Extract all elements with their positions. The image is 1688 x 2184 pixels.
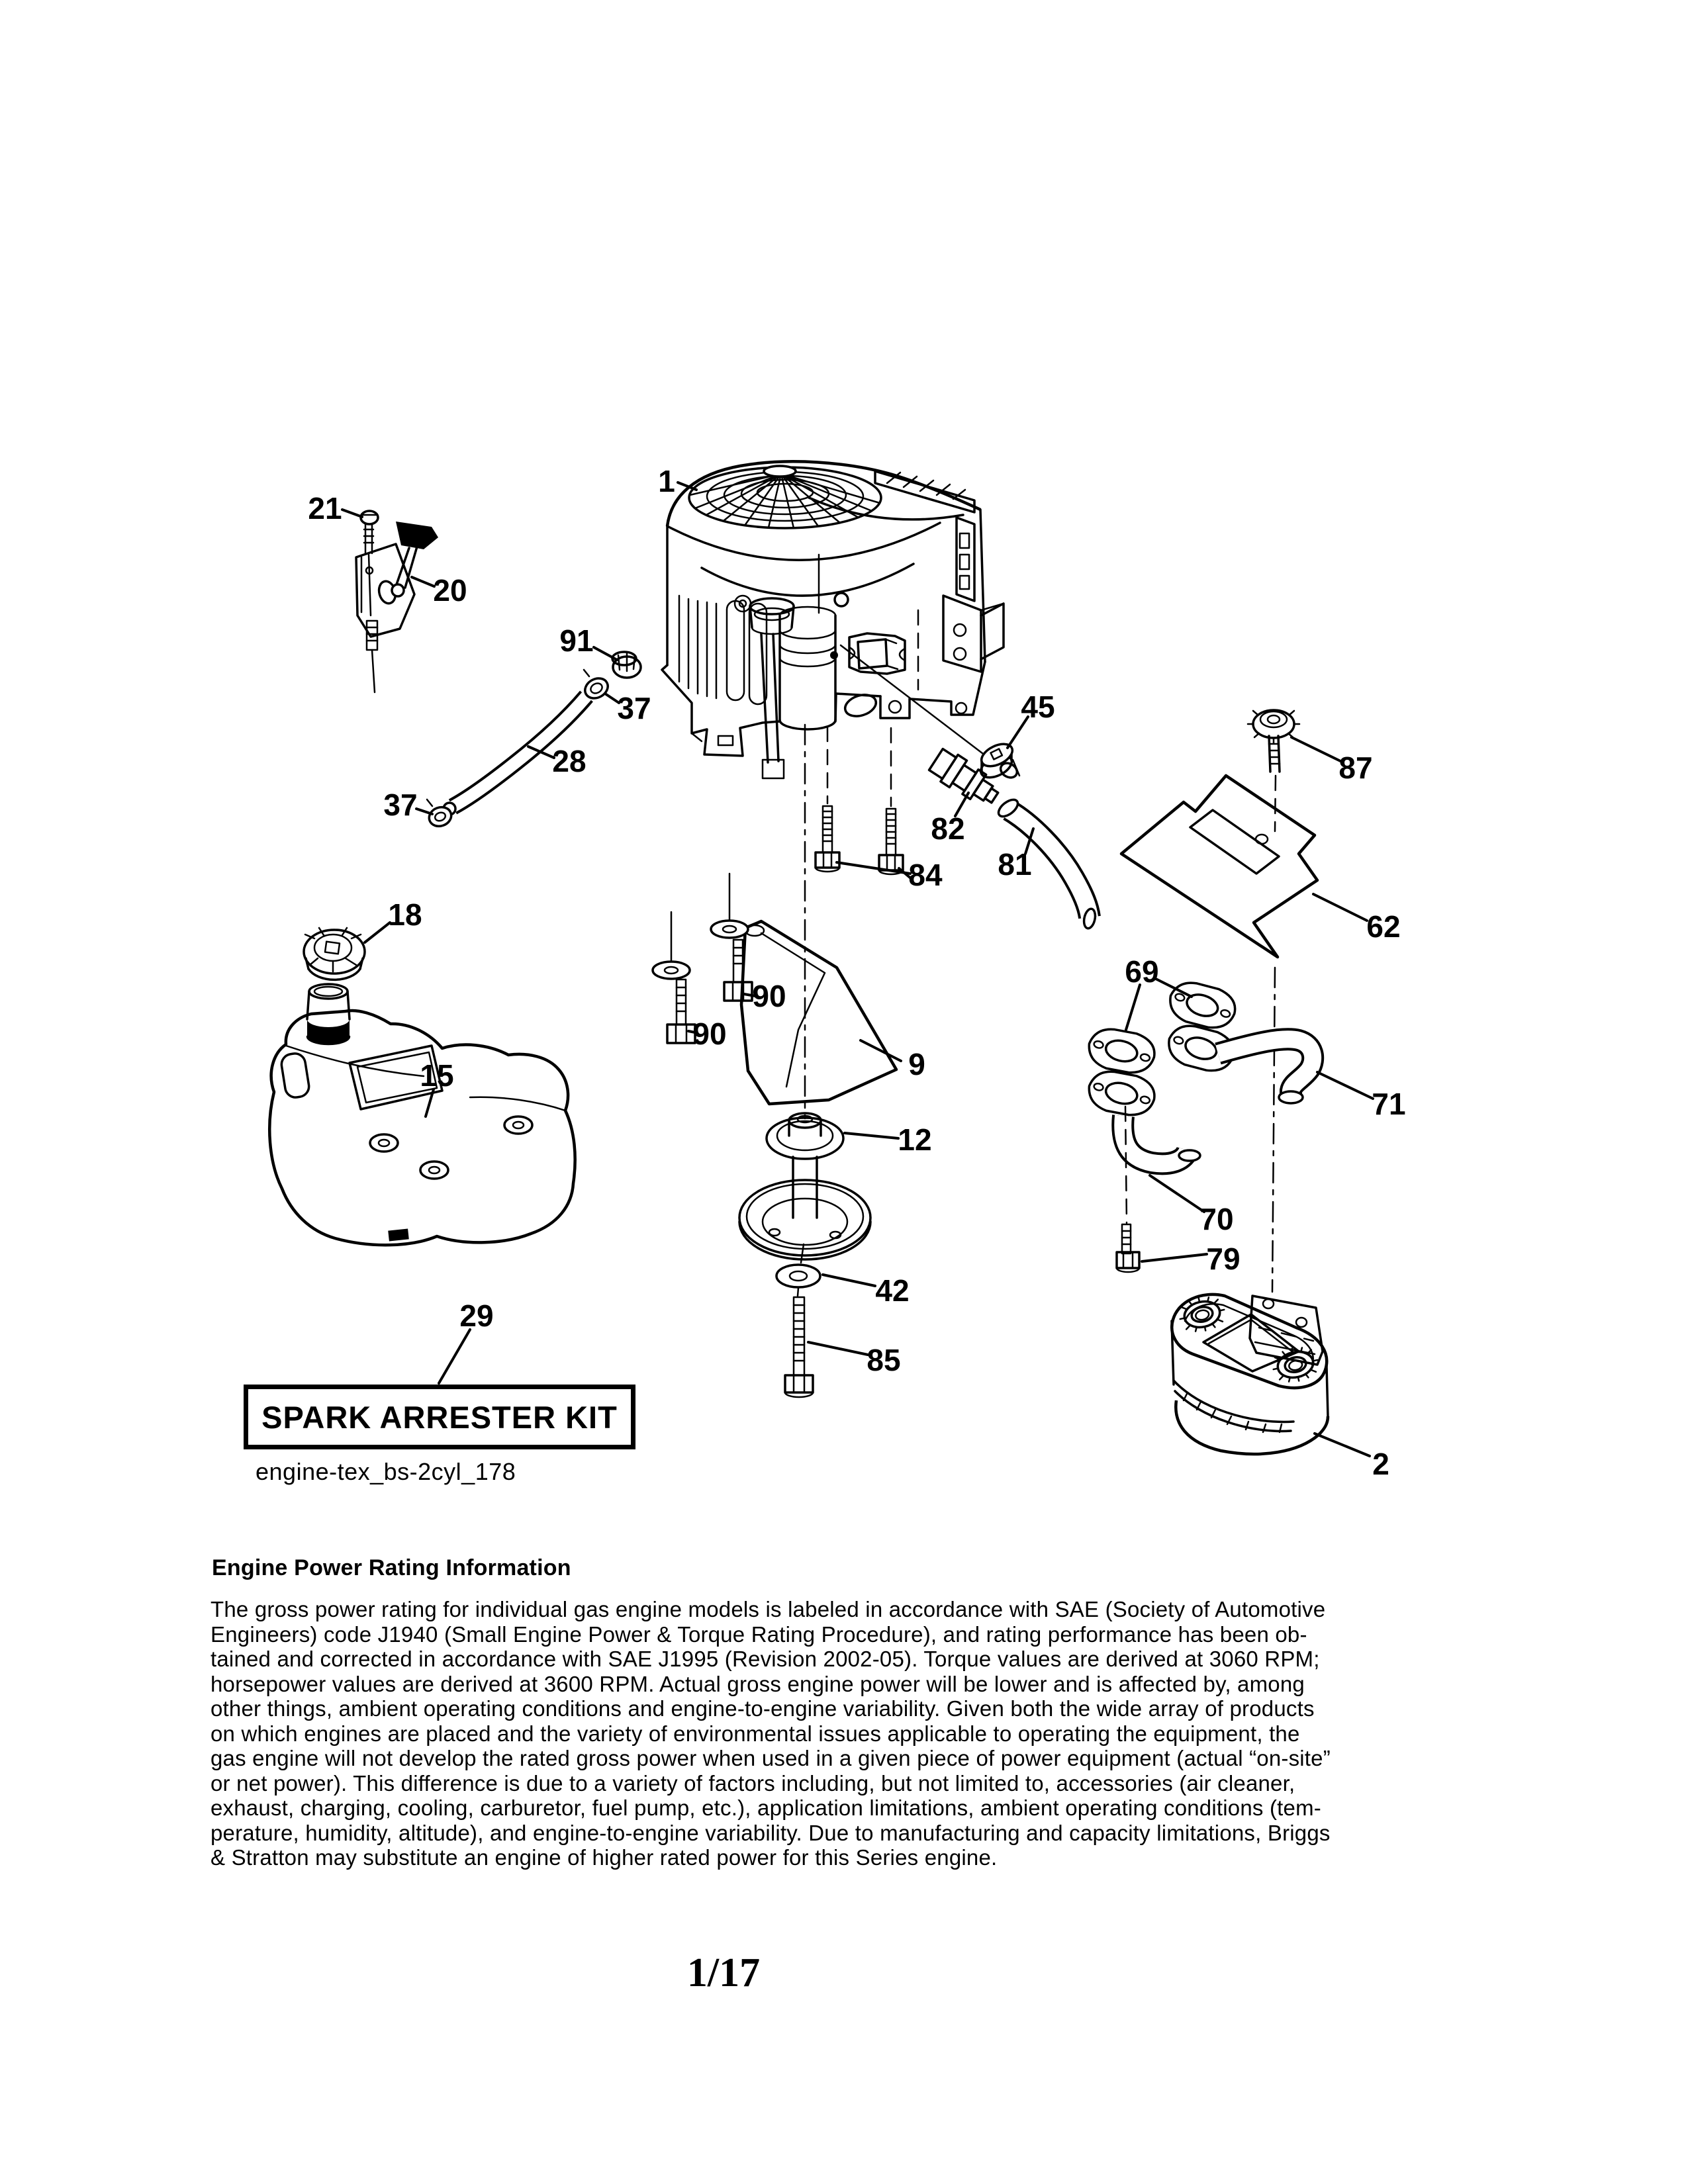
- exhaust-pipe-70: [1123, 1116, 1200, 1163]
- paragraph-line: Engineers) code J1940 (Small Engine Power & Torque Rating Procedure), and rating performance has been ob-: [211, 1621, 1307, 1647]
- callout-number: 79: [1206, 1242, 1241, 1276]
- callout-number: 87: [1338, 751, 1373, 785]
- callout-number: 28: [552, 744, 586, 778]
- paragraph-line: The gross power rating for individual gas engine models is labeled in accordance with SAE (Society of Automotive: [211, 1597, 1326, 1621]
- callout-number: 20: [433, 573, 467, 608]
- power-rating-paragraph: [211, 1597, 1442, 1870]
- callout-number: 70: [1199, 1202, 1234, 1236]
- callout-number: 1: [658, 464, 675, 498]
- callout-number: 37: [383, 788, 418, 822]
- callout-leader-line: [365, 923, 390, 942]
- callout-leader-line: [823, 1275, 875, 1286]
- callout-leader-line: [1291, 737, 1340, 761]
- spark-arrester-kit-box: [244, 1385, 635, 1449]
- paragraph-line: tained and corrected in accordance with SAE J1995 (Revision 2002-05). Torque values are derived at 3060 RPM;: [211, 1647, 1320, 1671]
- paragraph-line: or net power). This difference is due to a variety of factors including, but not limited to, accessories (air cleaner,: [211, 1770, 1295, 1796]
- callout-number: 71: [1372, 1087, 1406, 1121]
- callout-leader-line: [1156, 979, 1192, 997]
- callout-leader-line: [342, 510, 362, 517]
- spark-arrester-kit-label: SPARK ARRESTER KIT: [261, 1399, 618, 1435]
- callout-leader-line: [1313, 894, 1367, 921]
- callout-number: 91: [559, 623, 594, 658]
- paragraph-line: perature, humidity, altitude), and engine-to-engine variability. Due to manufacturing and capacity limitations, Briggs: [211, 1820, 1331, 1845]
- exhaust-pipe-71: [1218, 1039, 1313, 1103]
- callout-number: 82: [931, 811, 965, 846]
- callout-leader-line: [412, 577, 434, 586]
- callout-leader-line: [1315, 1433, 1370, 1456]
- callout-number: 85: [867, 1343, 901, 1377]
- callout-number: 84: [908, 858, 943, 892]
- callout-number: 69: [1125, 954, 1159, 989]
- paragraph-line: horsepower values are derived at 3600 RPM. Actual gross engine power will be lower and is affected by, among: [211, 1671, 1305, 1696]
- callout-leader-line: [808, 1342, 868, 1355]
- page-number: 1/17: [686, 1950, 761, 1995]
- pulley-assembly-12: [739, 1113, 870, 1259]
- centerline-muffler: [1272, 968, 1275, 1292]
- callout-number: 29: [459, 1298, 494, 1333]
- screw-21: [361, 511, 378, 615]
- paragraph-line: on which engines are placed and the variety of environmental issues applicable to operating the equipment, the: [211, 1721, 1300, 1746]
- callout-number: 81: [998, 847, 1032, 882]
- callout-leader-line: [1317, 1072, 1373, 1099]
- callout-leader-line: [845, 1133, 898, 1138]
- callout-number: 9: [908, 1047, 925, 1081]
- callout-leader-line: [1150, 1175, 1204, 1212]
- intake-screen: [875, 471, 974, 512]
- engine-mounting-feet: [662, 662, 985, 756]
- callout-leader-line: [1142, 1254, 1207, 1261]
- callout-number: 62: [1366, 909, 1401, 944]
- paragraph-line: other things, ambient operating conditions and engine-to-engine variability. Given both the wide array of products: [211, 1696, 1315, 1721]
- callout-number: 42: [875, 1273, 910, 1308]
- blower-fan-grid: [689, 466, 881, 528]
- cooling-fins: [679, 596, 767, 704]
- callout-number: 21: [308, 491, 342, 525]
- callout-number: 90: [692, 1017, 727, 1051]
- paragraph-line: gas engine will not develop the rated gross power when used in a given piece of power equipment (actual “on-site”: [211, 1746, 1331, 1770]
- fuel-cap-91: [612, 652, 641, 678]
- throttle-control-20: [356, 522, 438, 692]
- callout-number: 15: [420, 1058, 454, 1093]
- washer-42: [776, 1244, 820, 1287]
- callout-number: 45: [1021, 690, 1055, 724]
- callout-leader-line: [416, 809, 432, 814]
- heat-shield-62: [1121, 776, 1317, 957]
- paragraph-line: exhaust, charging, cooling, carburetor, fuel pump, etc.), application limitations, ambient operating conditions (tem-: [211, 1796, 1321, 1820]
- screw-87: [1248, 710, 1299, 831]
- paragraph-line: & Stratton may substitute an engine of higher rated power for this Series engine.: [211, 1845, 998, 1870]
- muffler-2: [1172, 1293, 1328, 1454]
- engine-cylinder: [780, 607, 838, 729]
- callout-number: 12: [898, 1122, 932, 1157]
- starter-cutout: [849, 633, 905, 674]
- callout-number: 2: [1372, 1447, 1389, 1481]
- callout-number: 90: [752, 979, 786, 1013]
- callout-labels: [308, 464, 1405, 1481]
- leader-45-mount: [841, 645, 988, 758]
- figure-code: engine-tex_bs-2cyl_178: [256, 1458, 516, 1485]
- callout-number: 37: [617, 691, 651, 725]
- callout-leader-line: [439, 1330, 470, 1383]
- fuel-tank-15: [269, 984, 575, 1245]
- engine-bolts-84: [816, 727, 903, 874]
- fuel-cap-18: [304, 928, 365, 979]
- info-heading: Engine Power Rating Information: [212, 1555, 571, 1580]
- callout-leader-line: [1126, 985, 1140, 1030]
- callout-number: 18: [388, 897, 422, 932]
- callout-leader-line: [594, 647, 617, 660]
